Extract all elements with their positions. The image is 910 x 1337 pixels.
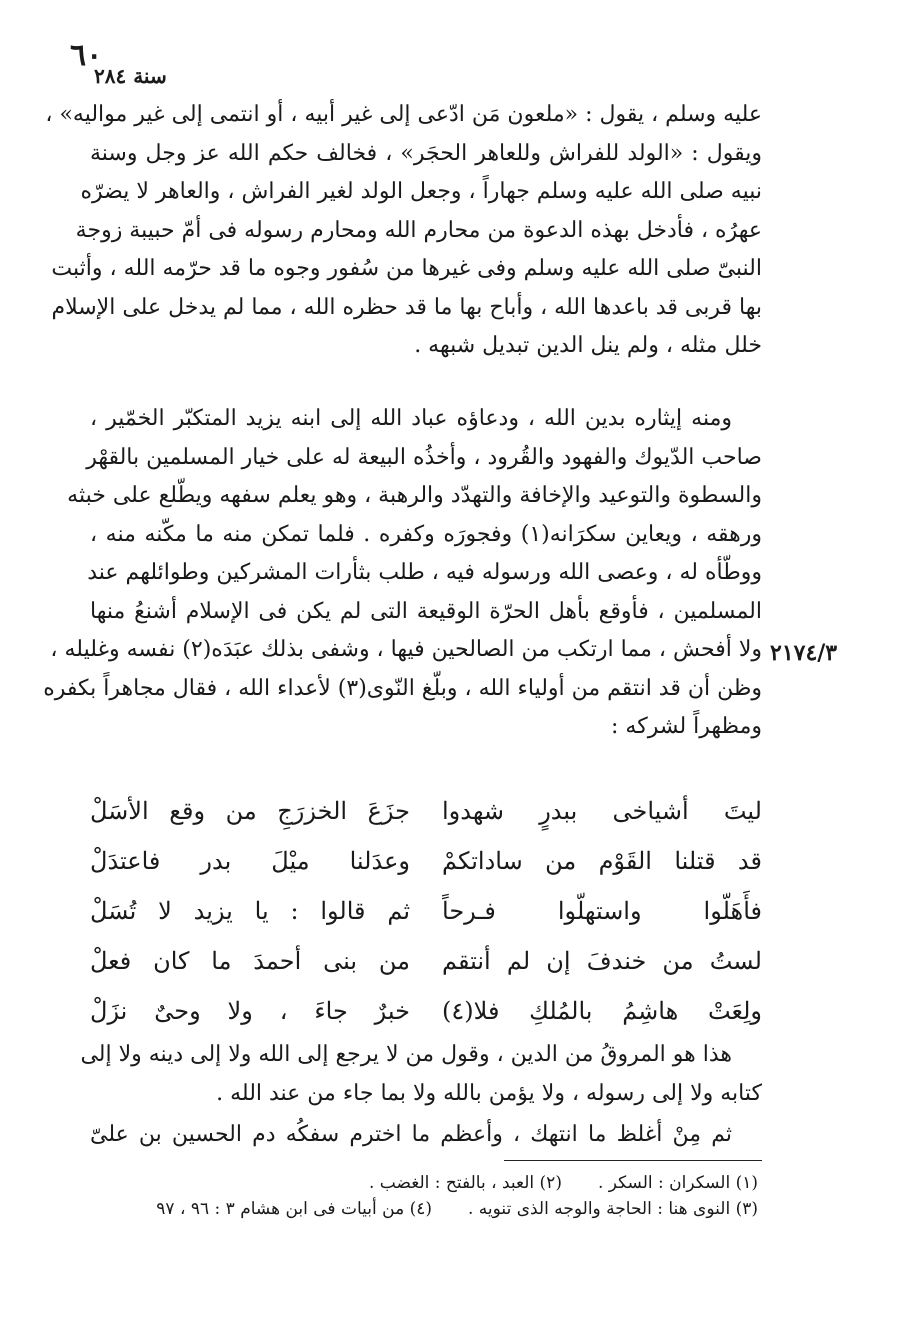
poem-verse: [90, 836, 762, 886]
text-line: صاحب الدّيوك والفهود والقُرود ، وأخذُه البيعة له على خيار المسلمين بالقهْر: [86, 444, 762, 470]
text-line: خلل مثله ، ولم ينل الدين تبديل شبهه .: [414, 333, 762, 358]
poem-verse: [90, 986, 762, 1036]
text-line: بها قربى قد باعدها الله ، وأباح بها ما قد حظره الله ، مما لم يدخل على الإسلام: [51, 294, 762, 320]
footnote: (٣) النوى هنا : الحاجة والوجه الذى تنويه .: [468, 1199, 758, 1219]
poem-verse: [90, 786, 762, 836]
paragraph-3: [80, 1036, 762, 1113]
margin-reference: ٢١٧٤/٣: [770, 640, 838, 666]
text-line: ثم مِنْ أغلظ ما انتهك ، وأعظم ما اخترم سفكُه دم الحسين بن علىّ: [90, 1122, 732, 1147]
text-line: ومظهراً لشركه :: [611, 714, 762, 739]
text-line: هذا هو المروقُ من الدين ، وقول من لا يرجع إلى الله ولا إلى دينه ولا إلى: [80, 1042, 732, 1067]
verse-second-hemistich: جزَعَ الخزرَجِ من وقع الأسَلْ: [90, 797, 410, 825]
poem-verse: [90, 886, 762, 936]
footnote-row: [118, 1196, 758, 1222]
text-line: ومنه إيثاره بدين الله ، ودعاؤه عباد الله إلى ابنه يزيد المتكبّر الخمّير ،: [90, 406, 732, 431]
verse-first-hemistich: لستُ من خندفَ إن لم أنتقم: [442, 947, 762, 975]
paragraph-2: [43, 400, 763, 747]
text-line: عهرُه ، فأدخل بهذه الدعوة من محارم الله ومحارم رسوله فى أمّ حبيبة زوجة: [75, 217, 762, 243]
text-line: عليه وسلم ، يقول : «ملعون مَن ادّعى إلى غير أبيه ، أو انتمى إلى غير مواليه» ،: [45, 102, 762, 127]
footnotes: [118, 1170, 758, 1222]
text-line: كتابه ولا إلى رسوله ، ولا يؤمن بالله ولا بما جاء من عند الله .: [216, 1080, 762, 1106]
text-line: والسطوة والتوعيد والإخافة والتهدّد والرهبة ، وهو يعلم سفهه ويطّلع على خبثه: [67, 483, 762, 508]
footnote-row: [118, 1170, 758, 1196]
verse-second-hemistich: ثم قالوا : يا يزيد لا تُسَلْ: [90, 897, 410, 925]
text-line: نبيه صلى الله عليه وسلم جهاراً ، وجعل الولد لغير الفراش ، والعاهر لا يضرّه: [80, 179, 762, 204]
footnote-divider: [504, 1160, 762, 1161]
text-line: ولا أفحش ، مما ارتكب من الصالحين فيها ، وشفى بذلك عبَدَه(٢) نفسه وغليله ،: [50, 637, 762, 662]
paragraph-1: [45, 96, 762, 366]
text-line: ورهقه ، ويعاين سكرَانه(١) وفجورَه وكفره . فلما تمكن منه ما مكّنه منه ،: [90, 521, 763, 547]
footnote: (٤) من أبيات فى ابن هشام ٣ : ٩٦ ، ٩٧: [156, 1199, 432, 1219]
footnote: (٢) العبد ، بالفتح : الغضب .: [369, 1173, 562, 1193]
verse-second-hemistich: وعدَلنا ميْلَ بدر فاعتدَلْ: [90, 847, 410, 875]
text-line: ويقول : «الولد للفراش وللعاهر الحجَر» ، فخالف حكم الله عز وجل وسنة: [90, 140, 762, 166]
text-line: وظن أن قد انتقم من أولياء الله ، وبلّغ النّوى(٣) لأعداء الله ، فقال مجاهراً بكفره: [43, 675, 762, 701]
verse-second-hemistich: من بنى أحمدَ ما كان فعلْ: [90, 947, 410, 975]
verse-first-hemistich: قد قتلنا القَوْم من ساداتكمْ: [442, 847, 762, 875]
footnote: (١) السكران : السكر .: [597, 1173, 758, 1193]
text-line: المسلمين ، فأوقع بأهل الحرّة الوقيعة التى لم يكن فى الإسلام أشنعُ منها: [90, 598, 762, 624]
poem: [90, 786, 762, 1036]
paragraph-4: [90, 1116, 762, 1155]
text-line: النبىّ صلى الله عليه وسلم وفى غيرها من سُفور وجوه ما قد حرّمه الله ، وأثبت: [51, 256, 762, 281]
verse-first-hemistich: فأَهَلّوا واستهلّوا فـرحاً: [442, 897, 762, 925]
verse-second-hemistich: خبرٌ جاءَ ، ولا وحىٌ نزَلْ: [90, 997, 410, 1025]
page-number: ٦٠: [70, 38, 103, 73]
poem-verse: [90, 936, 762, 986]
text-line: ووطّأه له ، وعصى الله ورسوله فيه ، طلب بثأرات المشركين وطوائلهم عند: [87, 560, 762, 585]
verse-first-hemistich: ليتَ أشياخى ببدرٍ شهدوا: [442, 797, 762, 825]
verse-first-hemistich: ولِعَتْ هاشِمُ بالمُلكِ فلا(٤): [442, 997, 762, 1025]
year-heading: سنة ٢٨٤: [94, 64, 167, 88]
